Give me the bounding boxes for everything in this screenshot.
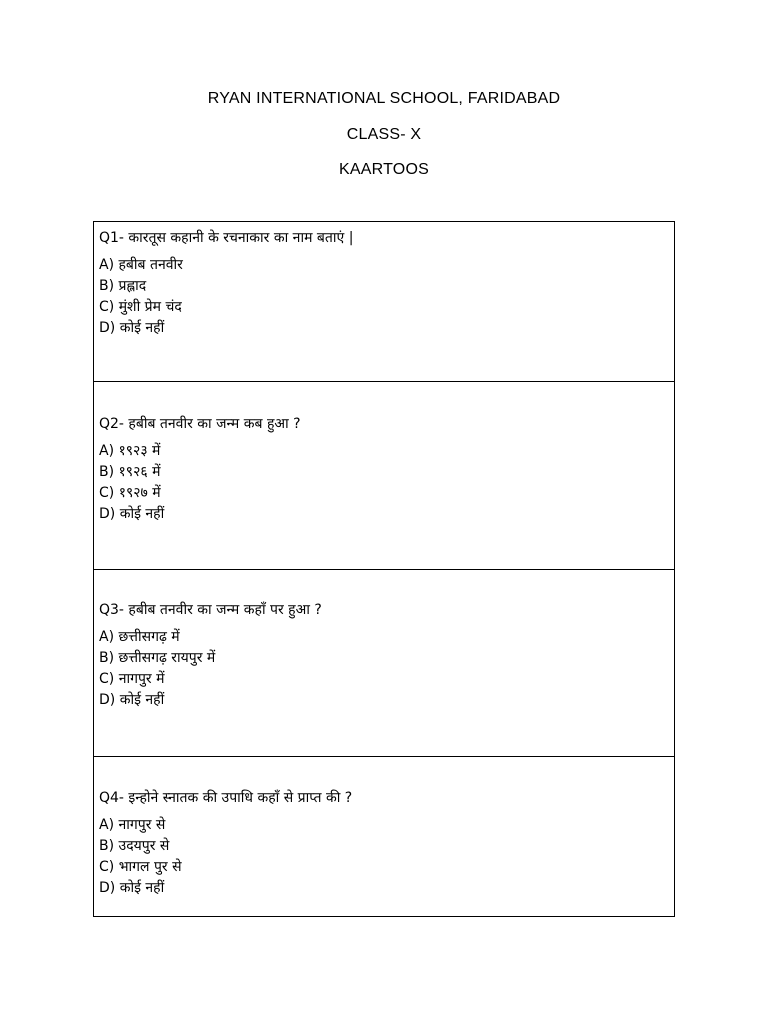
option-a: A) हबीब तनवीर	[99, 257, 183, 273]
option-list	[99, 441, 674, 525]
question-row	[94, 757, 675, 917]
question-table	[93, 221, 675, 917]
option-a: A) नागपुर से	[99, 817, 166, 833]
question-text: Q2- हबीब तनवीर का जन्म कब हुआ ?	[99, 416, 301, 432]
option-d: D) कोई नहीं	[99, 880, 165, 896]
question-row	[94, 382, 675, 570]
question-text: Q1- कारतूस कहानी के रचनाकार का नाम बताएं |	[99, 230, 354, 246]
option-c: C) १९२७ में	[99, 485, 161, 501]
option-b: B) प्रह्लाद	[99, 278, 147, 294]
option-c: C) नागपुर में	[99, 671, 165, 687]
option-c: C) भागल पुर से	[99, 859, 182, 875]
option-a: A) छत्तीसगढ़ में	[99, 629, 180, 645]
question-cell	[94, 222, 675, 382]
question-cell	[94, 382, 675, 570]
option-a: A) १९२३ में	[99, 443, 161, 459]
option-b: B) उदयपुर से	[99, 838, 170, 854]
option-c: C) मुंशी प्रेम चंद	[99, 299, 182, 315]
option-d: D) कोई नहीं	[99, 506, 165, 522]
option-list	[99, 815, 674, 899]
question-row	[94, 570, 675, 757]
question-text: Q4- इन्होने स्नातक की उपाधि कहाँ से प्राप्त की ?	[99, 790, 353, 806]
option-list	[99, 627, 674, 711]
chapter-title: KAARTOOS	[339, 161, 429, 178]
option-d: D) कोई नहीं	[99, 692, 165, 708]
class-label: CLASS- X	[346, 126, 422, 143]
question-text: Q3- हबीब तनवीर का जन्म कहाँ पर हुआ ?	[99, 602, 322, 618]
question-row	[94, 222, 675, 382]
option-list	[99, 255, 674, 339]
option-d: D) कोई नहीं	[99, 320, 165, 336]
option-b: B) १९२६ में	[99, 464, 161, 480]
option-b: B) छत्तीसगढ़ रायपुर में	[99, 650, 216, 666]
question-cell	[94, 570, 675, 757]
question-cell	[94, 757, 675, 917]
school-name: RYAN INTERNATIONAL SCHOOL, FARIDABAD	[207, 90, 561, 107]
